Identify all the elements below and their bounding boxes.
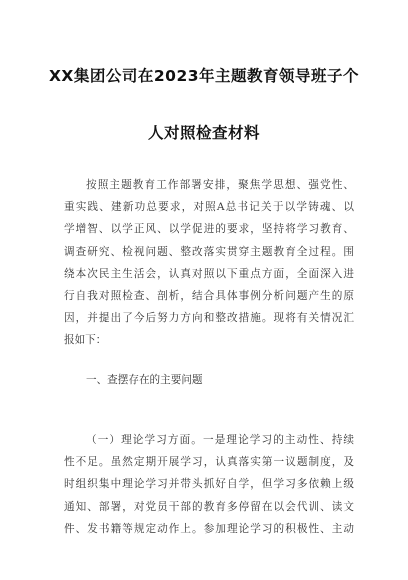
paragraph-line: 件、发书籍等规定动作上。参加理论学习的积极性、主动 — [64, 522, 354, 535]
paragraph-line: 调查研究、检视问题、整改落实贯穿主题教育全过程。围 — [64, 245, 354, 258]
paragraph-line: （一）理论学习方面。一是理论学习的主动性、持续 — [86, 434, 354, 446]
paragraph-line: 绕本次民主生活会，认真对照以下重点方面，全面深入进 — [64, 267, 354, 280]
paragraph-line: 通知、部署，对党员干部的教育多停留在以会代训、读文 — [64, 500, 354, 513]
paragraph-line: 因，并提出了今后努力方向和整改措施。现将有关情况汇 — [64, 312, 354, 325]
document-title-line-1: XX集团公司在2023年主题教育领导班子个 — [48, 67, 360, 85]
paragraph-line: 重实践、建新功总要求，对照A总书记关于以学铸魂、以 — [64, 201, 354, 214]
paragraph-line: 时组织集中理论学习并带头抓好自学，但学习多依赖上级 — [64, 478, 354, 491]
paragraph-line: 报如下： — [64, 334, 107, 347]
paragraph-line: 学增智、以学正风、以学促进的要求，坚持将学习教育、 — [64, 223, 354, 236]
document-title-line-2: 人对照检查材料 — [147, 124, 260, 142]
paragraph-line: 行自我对照检查、剖析，结合具体事例分析问题产生的原 — [64, 290, 354, 303]
section-paragraph — [64, 429, 354, 540]
intro-paragraph — [64, 174, 354, 352]
paragraph-line: 按照主题教育工作部署安排，聚焦学思想、强党性、 — [86, 179, 354, 191]
section-heading: 一、查摆存在的主要问题 — [86, 374, 203, 386]
paragraph-line: 性不足。虽然定期开展学习，认真落实第一议题制度，及 — [64, 456, 354, 469]
